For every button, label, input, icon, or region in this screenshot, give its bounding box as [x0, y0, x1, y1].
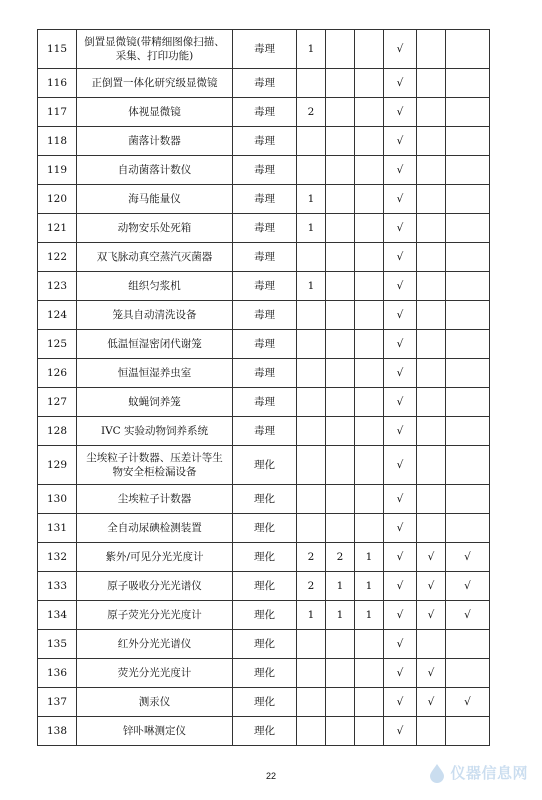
check-cell-3: √: [446, 688, 490, 717]
quantity-cell-3: 1: [355, 572, 384, 601]
quantity-cell-2: [326, 30, 355, 69]
quantity-cell-1: 1: [297, 30, 326, 69]
check-cell-1: √: [384, 185, 417, 214]
check-cell-2: [417, 214, 446, 243]
check-cell-3: [446, 214, 490, 243]
quantity-cell-3: [355, 185, 384, 214]
check-cell-1: √: [384, 543, 417, 572]
quantity-cell-2: 1: [326, 572, 355, 601]
check-cell-3: [446, 359, 490, 388]
category-cell: 毒理: [233, 243, 297, 272]
equipment-name-cell: 笼具自动清洗设备: [77, 301, 233, 330]
category-cell: 毒理: [233, 272, 297, 301]
check-cell-2: √: [417, 543, 446, 572]
quantity-cell-2: [326, 717, 355, 746]
table-row: [38, 630, 490, 659]
check-cell-3: [446, 446, 490, 485]
table-row: [38, 127, 490, 156]
check-cell-2: √: [417, 659, 446, 688]
check-cell-1: √: [384, 272, 417, 301]
check-cell-2: [417, 388, 446, 417]
category-cell: 毒理: [233, 156, 297, 185]
row-number-cell: 116: [38, 69, 77, 98]
quantity-cell-3: [355, 214, 384, 243]
quantity-cell-2: [326, 69, 355, 98]
quantity-cell-2: [326, 446, 355, 485]
check-cell-3: √: [446, 572, 490, 601]
quantity-cell-1: 2: [297, 572, 326, 601]
row-number-cell: 130: [38, 485, 77, 514]
check-cell-3: [446, 156, 490, 185]
quantity-cell-3: [355, 301, 384, 330]
watermark-logo: [427, 762, 528, 783]
check-cell-2: [417, 156, 446, 185]
check-cell-1: √: [384, 30, 417, 69]
quantity-cell-3: [355, 717, 384, 746]
row-number-cell: 125: [38, 330, 77, 359]
table-row: [38, 417, 490, 446]
category-cell: 理化: [233, 543, 297, 572]
table-row: [38, 359, 490, 388]
quantity-cell-1: [297, 717, 326, 746]
quantity-cell-3: [355, 30, 384, 69]
check-cell-2: [417, 417, 446, 446]
check-cell-1: √: [384, 688, 417, 717]
check-cell-3: [446, 330, 490, 359]
check-cell-2: [417, 446, 446, 485]
quantity-cell-1: [297, 127, 326, 156]
quantity-cell-1: [297, 330, 326, 359]
category-cell: 毒理: [233, 388, 297, 417]
quantity-cell-1: [297, 359, 326, 388]
check-cell-3: [446, 717, 490, 746]
quantity-cell-2: [326, 156, 355, 185]
table-row: [38, 688, 490, 717]
equipment-name-cell: 蚊蝇饲养笼: [77, 388, 233, 417]
table-row: [38, 272, 490, 301]
quantity-cell-1: 1: [297, 214, 326, 243]
row-number-cell: 123: [38, 272, 77, 301]
quantity-cell-1: [297, 514, 326, 543]
row-number-cell: 120: [38, 185, 77, 214]
quantity-cell-1: 1: [297, 272, 326, 301]
equipment-name-cell: 尘埃粒子计数器、压差计等生物安全柜检漏设备: [77, 446, 233, 485]
quantity-cell-2: [326, 659, 355, 688]
check-cell-1: √: [384, 301, 417, 330]
row-number-cell: 126: [38, 359, 77, 388]
quantity-cell-2: [326, 272, 355, 301]
check-cell-1: √: [384, 243, 417, 272]
table-row: [38, 572, 490, 601]
check-cell-3: [446, 417, 490, 446]
quantity-cell-3: [355, 243, 384, 272]
category-cell: 理化: [233, 717, 297, 746]
check-cell-3: [446, 127, 490, 156]
check-cell-1: √: [384, 359, 417, 388]
row-number-cell: 133: [38, 572, 77, 601]
quantity-cell-2: 2: [326, 543, 355, 572]
table-row: [38, 717, 490, 746]
category-cell: 理化: [233, 485, 297, 514]
category-cell: 毒理: [233, 214, 297, 243]
check-cell-2: [417, 630, 446, 659]
check-cell-3: [446, 30, 490, 69]
equipment-name-cell: 自动菌落计数仪: [77, 156, 233, 185]
check-cell-2: √: [417, 688, 446, 717]
check-cell-2: [417, 485, 446, 514]
check-cell-2: [417, 717, 446, 746]
row-number-cell: 121: [38, 214, 77, 243]
check-cell-3: [446, 388, 490, 417]
quantity-cell-3: 1: [355, 601, 384, 630]
category-cell: 理化: [233, 630, 297, 659]
category-cell: 毒理: [233, 417, 297, 446]
check-cell-2: [417, 30, 446, 69]
equipment-name-cell: 尘埃粒子计数器: [77, 485, 233, 514]
quantity-cell-2: [326, 485, 355, 514]
quantity-cell-1: 2: [297, 98, 326, 127]
equipment-name-cell: 恒温恒湿养虫室: [77, 359, 233, 388]
quantity-cell-1: [297, 485, 326, 514]
row-number-cell: 119: [38, 156, 77, 185]
quantity-cell-2: [326, 630, 355, 659]
check-cell-3: [446, 98, 490, 127]
quantity-cell-2: [326, 359, 355, 388]
equipment-name-cell: 动物安乐处死箱: [77, 214, 233, 243]
table-row: [38, 156, 490, 185]
quantity-cell-2: [326, 98, 355, 127]
category-cell: 理化: [233, 601, 297, 630]
row-number-cell: 129: [38, 446, 77, 485]
category-cell: 毒理: [233, 69, 297, 98]
row-number-cell: 138: [38, 717, 77, 746]
check-cell-1: √: [384, 417, 417, 446]
check-cell-2: [417, 243, 446, 272]
equipment-name-cell: 原子荧光分光光度计: [77, 601, 233, 630]
logo-drop-icon: [427, 763, 447, 783]
check-cell-3: [446, 69, 490, 98]
row-number-cell: 135: [38, 630, 77, 659]
quantity-cell-3: [355, 156, 384, 185]
table-row: [38, 98, 490, 127]
quantity-cell-1: [297, 388, 326, 417]
row-number-cell: 128: [38, 417, 77, 446]
check-cell-3: [446, 514, 490, 543]
table-row: [38, 330, 490, 359]
category-cell: 理化: [233, 446, 297, 485]
quantity-cell-3: [355, 514, 384, 543]
quantity-cell-1: [297, 446, 326, 485]
quantity-cell-3: [355, 98, 384, 127]
category-cell: 毒理: [233, 330, 297, 359]
quantity-cell-2: [326, 243, 355, 272]
quantity-cell-1: [297, 417, 326, 446]
equipment-name-cell: 双飞脉动真空蒸汽灭菌器: [77, 243, 233, 272]
table-row: [38, 301, 490, 330]
quantity-cell-1: [297, 630, 326, 659]
check-cell-2: [417, 185, 446, 214]
row-number-cell: 134: [38, 601, 77, 630]
quantity-cell-2: [326, 417, 355, 446]
quantity-cell-3: [355, 446, 384, 485]
row-number-cell: 127: [38, 388, 77, 417]
quantity-cell-1: 1: [297, 601, 326, 630]
equipment-name-cell: 紫外/可见分光光度计: [77, 543, 233, 572]
quantity-cell-2: [326, 388, 355, 417]
category-cell: 毒理: [233, 301, 297, 330]
check-cell-2: [417, 127, 446, 156]
equipment-name-cell: 锌卟啉测定仪: [77, 717, 233, 746]
category-cell: 理化: [233, 514, 297, 543]
equipment-table: [37, 29, 490, 746]
quantity-cell-2: [326, 688, 355, 717]
equipment-name-cell: 全自动尿碘检测装置: [77, 514, 233, 543]
check-cell-1: √: [384, 156, 417, 185]
quantity-cell-1: [297, 688, 326, 717]
quantity-cell-2: [326, 514, 355, 543]
check-cell-3: √: [446, 601, 490, 630]
row-number-cell: 136: [38, 659, 77, 688]
check-cell-2: √: [417, 601, 446, 630]
category-cell: 理化: [233, 572, 297, 601]
check-cell-3: [446, 301, 490, 330]
check-cell-3: [446, 185, 490, 214]
quantity-cell-3: [355, 272, 384, 301]
check-cell-3: √: [446, 543, 490, 572]
table-row: [38, 601, 490, 630]
check-cell-3: [446, 272, 490, 301]
category-cell: 理化: [233, 688, 297, 717]
equipment-name-cell: 测汞仪: [77, 688, 233, 717]
category-cell: 毒理: [233, 359, 297, 388]
quantity-cell-2: 1: [326, 601, 355, 630]
check-cell-2: [417, 514, 446, 543]
equipment-name-cell: IVC 实验动物饲养系统: [77, 417, 233, 446]
table-row: [38, 30, 490, 69]
check-cell-1: √: [384, 630, 417, 659]
equipment-name-cell: 红外分光光谱仪: [77, 630, 233, 659]
check-cell-1: √: [384, 214, 417, 243]
equipment-name-cell: 低温恒湿密闭代谢笼: [77, 330, 233, 359]
table-row: [38, 243, 490, 272]
equipment-name-cell: 荧光分光光度计: [77, 659, 233, 688]
category-cell: 毒理: [233, 98, 297, 127]
quantity-cell-3: [355, 688, 384, 717]
check-cell-1: √: [384, 601, 417, 630]
table-row: [38, 543, 490, 572]
check-cell-1: √: [384, 659, 417, 688]
table-row: [38, 514, 490, 543]
check-cell-2: [417, 98, 446, 127]
equipment-name-cell: 倒置显微镜(带精细图像扫描、采集、打印功能): [77, 30, 233, 69]
quantity-cell-3: [355, 659, 384, 688]
check-cell-2: √: [417, 572, 446, 601]
check-cell-1: √: [384, 485, 417, 514]
quantity-cell-3: [355, 359, 384, 388]
quantity-cell-2: [326, 214, 355, 243]
page-number: 22: [265, 771, 276, 781]
check-cell-2: [417, 359, 446, 388]
row-number-cell: 118: [38, 127, 77, 156]
quantity-cell-1: 1: [297, 185, 326, 214]
check-cell-3: [446, 659, 490, 688]
equipment-name-cell: 海马能量仪: [77, 185, 233, 214]
table-row: [38, 659, 490, 688]
row-number-cell: 117: [38, 98, 77, 127]
check-cell-1: √: [384, 446, 417, 485]
table-row: [38, 214, 490, 243]
quantity-cell-2: [326, 185, 355, 214]
row-number-cell: 115: [38, 30, 77, 69]
check-cell-2: [417, 272, 446, 301]
quantity-cell-1: [297, 659, 326, 688]
check-cell-2: [417, 301, 446, 330]
quantity-cell-2: [326, 301, 355, 330]
equipment-name-cell: 体视显微镜: [77, 98, 233, 127]
equipment-name-cell: 正倒置一体化研究级显微镜: [77, 69, 233, 98]
quantity-cell-1: [297, 156, 326, 185]
quantity-cell-1: 2: [297, 543, 326, 572]
row-number-cell: 122: [38, 243, 77, 272]
table-row: [38, 388, 490, 417]
check-cell-1: √: [384, 69, 417, 98]
quantity-cell-1: [297, 69, 326, 98]
row-number-cell: 124: [38, 301, 77, 330]
quantity-cell-2: [326, 330, 355, 359]
equipment-name-cell: 原子吸收分光光谱仪: [77, 572, 233, 601]
quantity-cell-3: [355, 630, 384, 659]
check-cell-1: √: [384, 98, 417, 127]
check-cell-1: √: [384, 717, 417, 746]
check-cell-3: [446, 243, 490, 272]
check-cell-1: √: [384, 572, 417, 601]
table-row: [38, 185, 490, 214]
table-row: [38, 485, 490, 514]
row-number-cell: 131: [38, 514, 77, 543]
watermark-text: 仪器信息网: [450, 764, 528, 782]
check-cell-1: √: [384, 330, 417, 359]
check-cell-3: [446, 485, 490, 514]
quantity-cell-3: [355, 485, 384, 514]
quantity-cell-3: 1: [355, 543, 384, 572]
quantity-cell-2: [326, 127, 355, 156]
quantity-cell-3: [355, 127, 384, 156]
check-cell-1: √: [384, 388, 417, 417]
check-cell-1: √: [384, 127, 417, 156]
category-cell: 毒理: [233, 30, 297, 69]
quantity-cell-3: [355, 388, 384, 417]
quantity-cell-1: [297, 243, 326, 272]
equipment-name-cell: 菌落计数器: [77, 127, 233, 156]
row-number-cell: 137: [38, 688, 77, 717]
check-cell-3: [446, 630, 490, 659]
table-row: [38, 446, 490, 485]
category-cell: 毒理: [233, 185, 297, 214]
category-cell: 毒理: [233, 127, 297, 156]
check-cell-1: √: [384, 514, 417, 543]
quantity-cell-1: [297, 301, 326, 330]
equipment-name-cell: 组织匀浆机: [77, 272, 233, 301]
row-number-cell: 132: [38, 543, 77, 572]
quantity-cell-3: [355, 417, 384, 446]
category-cell: 理化: [233, 659, 297, 688]
check-cell-2: [417, 69, 446, 98]
table-row: [38, 69, 490, 98]
quantity-cell-3: [355, 330, 384, 359]
check-cell-2: [417, 330, 446, 359]
quantity-cell-3: [355, 69, 384, 98]
